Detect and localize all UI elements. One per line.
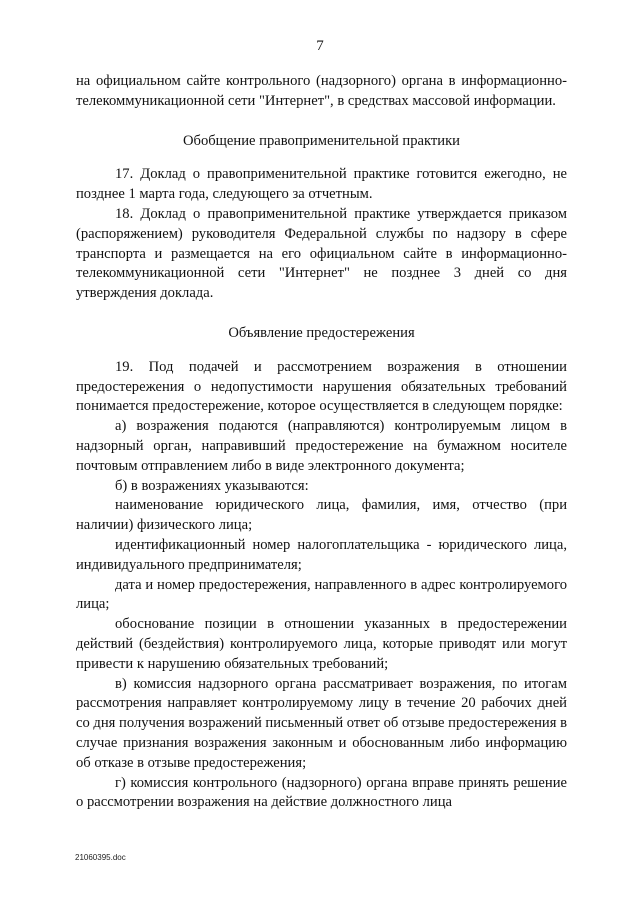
list-item-inn: идентификационный номер налогоплательщика - юридического лица, индивидуального предпринимателя; — [76, 536, 567, 573]
paragraph-19: 19. Под подачей и рассмотрением возражения в отношении предостережения о недопустимости нарушения обязательных требований понимается предостережение, которое осуществляется в следующем порядке: — [76, 358, 567, 415]
document-filename: 21060395.doc — [75, 853, 126, 862]
page-number: 7 — [316, 38, 324, 54]
paragraph-19-a: а) возражения подаются (направляются) контролируемым лицом в надзорный орган, направивший предостережение на бумажном носителе почтовым отправлением либо в виде электронного документа; — [76, 418, 567, 474]
paragraph-17: 17. Доклад о правоприменительной практике готовится ежегодно, не позднее 1 марта года, следующего за отчетным. — [76, 166, 567, 203]
paragraph-19-g: г) комиссия контрольного (надзорного) органа вправе принять решение о рассмотрении возражения на действие должностного лица — [76, 774, 567, 811]
document-body — [76, 72, 567, 813]
paragraph-19-b: б) в возражениях указываются: — [115, 477, 309, 494]
list-item-name: наименование юридического лица, фамилия, имя, отчество (при наличии) физического лица; — [76, 497, 567, 534]
section-heading-practice: Обобщение правоприменительной практики — [183, 132, 460, 149]
list-item-justification: обоснование позиции в отношении указанных в предостережении действий (бездействия) контролируемого лица, которые приводят или могут привести к нарушению обязательных требований; — [76, 616, 567, 672]
paragraph-18: 18. Доклад о правоприменительной практике утверждается приказом (распоряжением) руководителя Федеральной службы по надзору в сфере транспорта и размещается на его официальном сайте в информационно-телекоммуникационной сети "Интернет" не позднее 3 дней со дня утверждения доклада. — [76, 205, 567, 302]
paragraph-continuation: на официальном сайте контрольного (надзорного) органа в информационно-телекоммуникационной сети "Интернет", в средствах массовой информации. — [76, 73, 567, 109]
section-heading-warning: Объявление предостережения — [228, 324, 415, 341]
paragraph-19-v: в) комиссия надзорного органа рассматривает возражения, по итогам рассмотрения направляет контролируемому лицу в течение 20 рабочих дней со дня получения возражений письменный ответ об отзыве предостережения в случае признания возражения законным и обоснованным либо информацию об отказе в отзыве предостережения; — [76, 675, 567, 771]
list-item-date: дата и номер предостережения, направленного в адрес контролируемого лица; — [76, 576, 567, 613]
